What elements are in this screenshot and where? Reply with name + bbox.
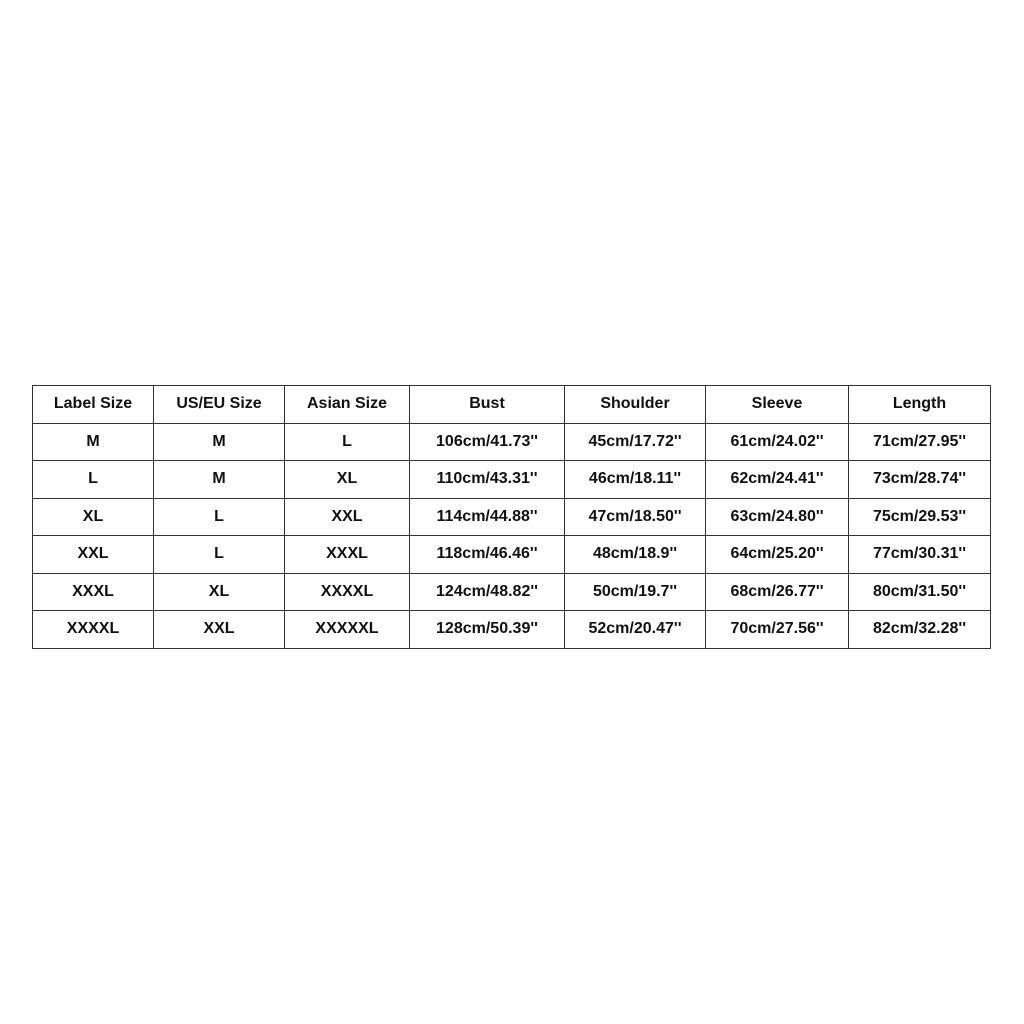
cell-asian-size: XL <box>285 461 410 499</box>
cell-sleeve: 61cm/24.02'' <box>706 423 849 461</box>
cell-label-size: XXL <box>33 536 154 574</box>
cell-sleeve: 62cm/24.41'' <box>706 461 849 499</box>
cell-shoulder: 50cm/19.7'' <box>565 573 706 611</box>
header-label-size: Label Size <box>33 386 154 424</box>
cell-label-size: XXXL <box>33 573 154 611</box>
cell-length: 82cm/32.28'' <box>849 611 991 649</box>
header-shoulder: Shoulder <box>565 386 706 424</box>
cell-length: 77cm/30.31'' <box>849 536 991 574</box>
header-row <box>33 386 991 424</box>
cell-shoulder: 52cm/20.47'' <box>565 611 706 649</box>
cell-sleeve: 68cm/26.77'' <box>706 573 849 611</box>
header-length: Length <box>849 386 991 424</box>
header-asian-size: Asian Size <box>285 386 410 424</box>
cell-asian-size: L <box>285 423 410 461</box>
cell-bust: 118cm/46.46'' <box>410 536 565 574</box>
cell-sleeve: 64cm/25.20'' <box>706 536 849 574</box>
cell-sleeve: 70cm/27.56'' <box>706 611 849 649</box>
cell-us-eu-size: M <box>154 423 285 461</box>
cell-bust: 124cm/48.82'' <box>410 573 565 611</box>
cell-us-eu-size: L <box>154 498 285 536</box>
table-row <box>33 611 991 649</box>
cell-label-size: XXXXL <box>33 611 154 649</box>
cell-asian-size: XXL <box>285 498 410 536</box>
table-row <box>33 536 991 574</box>
cell-label-size: M <box>33 423 154 461</box>
cell-bust: 114cm/44.88'' <box>410 498 565 536</box>
header-bust: Bust <box>410 386 565 424</box>
cell-sleeve: 63cm/24.80'' <box>706 498 849 536</box>
cell-asian-size: XXXXXL <box>285 611 410 649</box>
cell-shoulder: 46cm/18.11'' <box>565 461 706 499</box>
cell-label-size: L <box>33 461 154 499</box>
cell-us-eu-size: XXL <box>154 611 285 649</box>
table-row <box>33 573 991 611</box>
cell-length: 73cm/28.74'' <box>849 461 991 499</box>
cell-bust: 106cm/41.73'' <box>410 423 565 461</box>
cell-shoulder: 45cm/17.72'' <box>565 423 706 461</box>
cell-bust: 110cm/43.31'' <box>410 461 565 499</box>
table-row <box>33 461 991 499</box>
cell-us-eu-size: XL <box>154 573 285 611</box>
cell-length: 75cm/29.53'' <box>849 498 991 536</box>
cell-bust: 128cm/50.39'' <box>410 611 565 649</box>
cell-us-eu-size: M <box>154 461 285 499</box>
cell-label-size: XL <box>33 498 154 536</box>
cell-asian-size: XXXXL <box>285 573 410 611</box>
cell-shoulder: 48cm/18.9'' <box>565 536 706 574</box>
table-row <box>33 498 991 536</box>
cell-length: 80cm/31.50'' <box>849 573 991 611</box>
cell-us-eu-size: L <box>154 536 285 574</box>
header-sleeve: Sleeve <box>706 386 849 424</box>
cell-asian-size: XXXL <box>285 536 410 574</box>
table-row <box>33 423 991 461</box>
header-us-eu-size: US/EU Size <box>154 386 285 424</box>
cell-shoulder: 47cm/18.50'' <box>565 498 706 536</box>
size-chart-table <box>32 385 991 649</box>
cell-length: 71cm/27.95'' <box>849 423 991 461</box>
